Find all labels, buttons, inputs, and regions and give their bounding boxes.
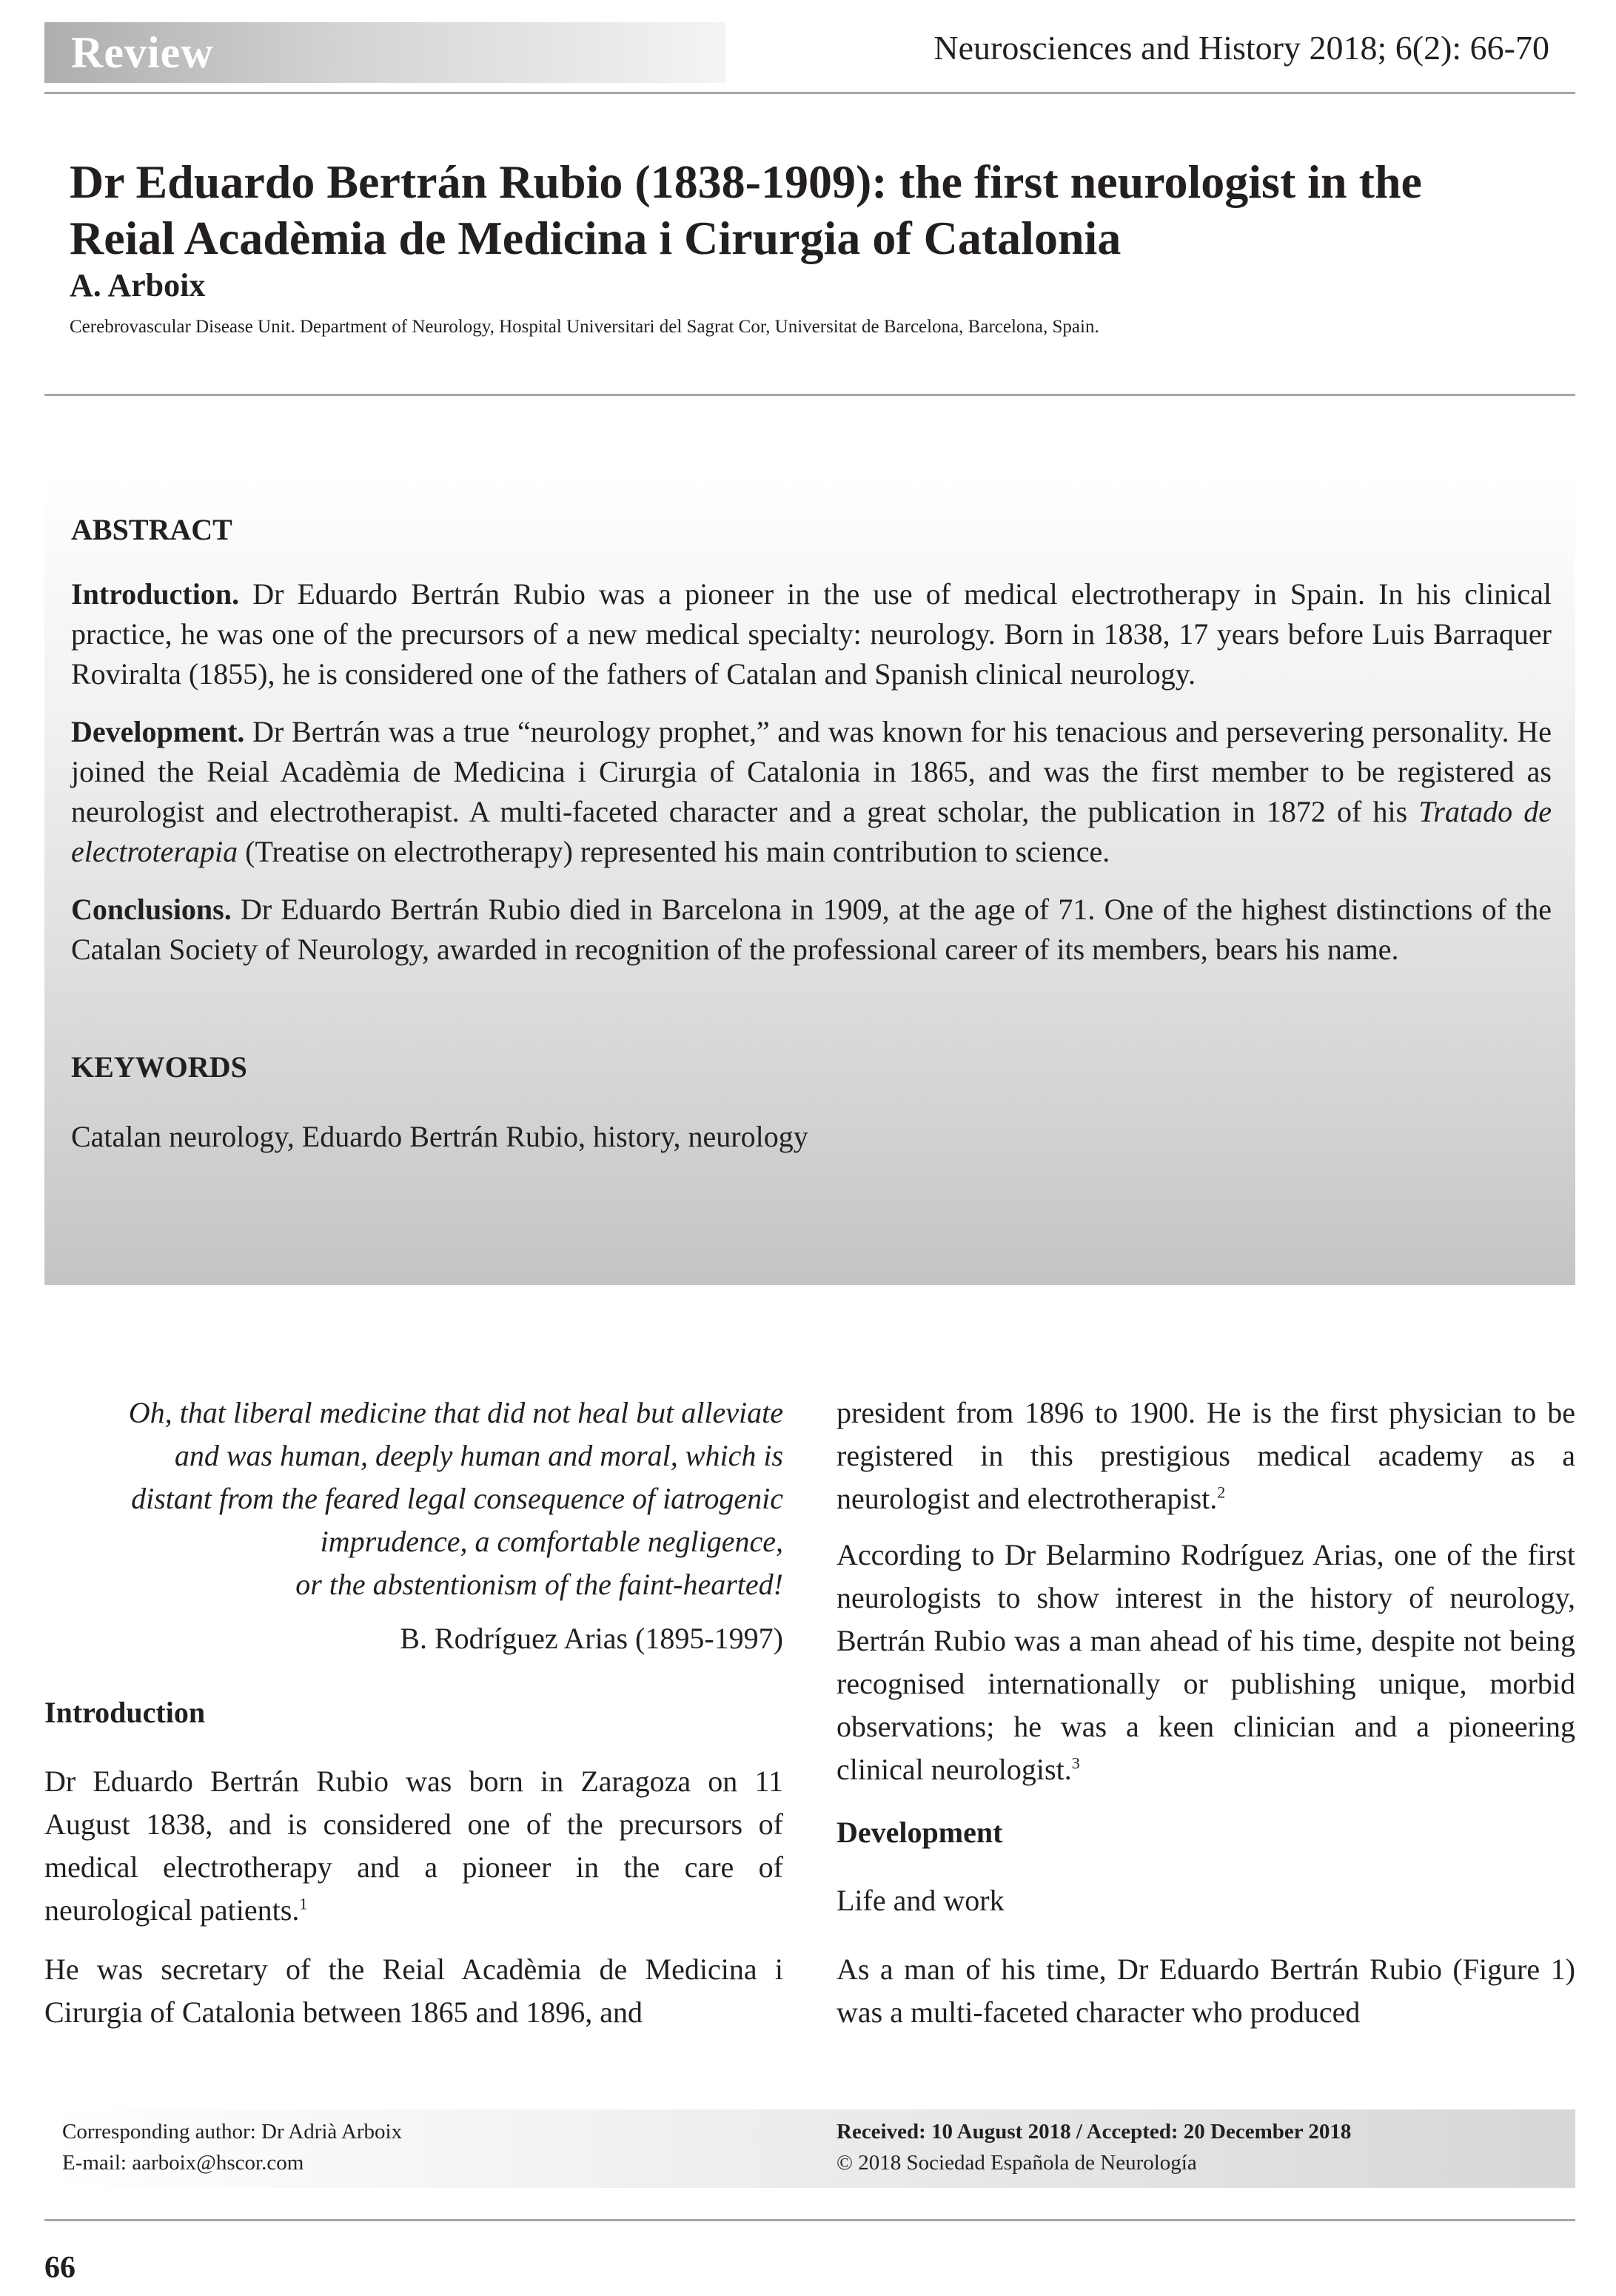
development-heading: Development bbox=[837, 1816, 1003, 1849]
section-tag bbox=[44, 22, 725, 83]
epigraph-line: imprudence, a comfortable negligence, bbox=[320, 1525, 783, 1558]
epigraph bbox=[44, 1392, 783, 1606]
section-label: Review bbox=[71, 27, 214, 77]
received-accepted-dates: Received: 10 August 2018 / Accepted: 20 December 2018 bbox=[837, 2120, 1352, 2144]
reference-marker: 3 bbox=[1071, 1753, 1080, 1773]
copyright-notice: © 2018 Sociedad Española de Neurología bbox=[837, 2151, 1197, 2175]
epigraph-line: or the abstentionism of the faint-hearted! bbox=[295, 1568, 783, 1601]
abstract-dev-text-2: (Treatise on electrotherapy) represented his main contribution to science. bbox=[245, 835, 1110, 868]
abstract-dev-label: Development. bbox=[71, 715, 245, 748]
abstract-dev-text-1: Dr Bertrán was a true “neurology prophet,” and was known for his tenacious and persevering personality. He joined the Reial Acadèmia de Medicina i Cirurgia of Catalonia in 1865, and was the first member to be registered as neurologist and electrotherapist. A multi-faceted character and a great scholar, the publication in 1872 of his bbox=[71, 715, 1552, 828]
page-number: 66 bbox=[44, 2251, 76, 2285]
life-and-work-heading: Life and work bbox=[837, 1884, 1005, 1917]
title-divider bbox=[44, 394, 1575, 396]
abstract-intro-text: Dr Eduardo Bertrán Rubio was a pioneer in the use of medical electrotherapy in Spain. In his clinical practice, he was one of the precursors of a new medical specialty: neurology. Born in 1838, 17 years before Luis Barraquer Roviralta (1855), he is considered one of the fathers of Catalan and Spanish clinical neurology. bbox=[71, 577, 1552, 691]
epigraph-author: B. Rodríguez Arias (1895-1997) bbox=[400, 1622, 783, 1655]
epigraph-line: Oh, that liberal medicine that did not heal but alleviate bbox=[128, 1396, 783, 1429]
abstract-intro-label: Introduction. bbox=[71, 577, 240, 611]
keywords-heading: KEYWORDS bbox=[71, 1050, 247, 1084]
footer-divider bbox=[44, 2219, 1575, 2221]
abstract-heading: ABSTRACT bbox=[71, 513, 232, 546]
abstract-dev-book-title: Tratado de electroterapia bbox=[71, 795, 1552, 868]
author-email: E-mail: aarboix@hscor.com bbox=[62, 2151, 304, 2175]
introduction-paragraph-2: He was secretary of the Reial Acadèmia de Medicina i Cirurgia of Catalonia between 1865 and 1896, and bbox=[44, 1953, 783, 2029]
right-paragraph-3: As a man of his time, Dr Eduardo Bertrán Rubio (Figure 1) was a multi-faceted character who produced bbox=[837, 1953, 1575, 2029]
right-p2-text: According to Dr Belarmino Rodríguez Arias, one of the first neurologists to show interest in the history of neurology, Bertrán Rubio was a man ahead of his time, despite not being recognised internationally or publishing unique, morbid observations; he was a keen clinician and a pioneering clinical neurologist. bbox=[837, 1538, 1575, 1786]
title-line-2: Reial Acadèmia de Medicina i Cirurgia of Catalonia bbox=[70, 212, 1122, 264]
reference-marker: 2 bbox=[1217, 1483, 1226, 1502]
journal-reference: Neurosciences and History 2018; 6(2): 66-70 bbox=[933, 29, 1549, 67]
epigraph-line: and was human, deeply human and moral, which is bbox=[174, 1439, 783, 1472]
abstract-development bbox=[71, 712, 1552, 872]
abstract-introduction bbox=[71, 574, 1552, 694]
keywords-list: Catalan neurology, Eduardo Bertrán Rubio, history, neurology bbox=[71, 1120, 808, 1153]
header-divider bbox=[44, 92, 1575, 94]
corresponding-author: Corresponding author: Dr Adrià Arboix bbox=[62, 2120, 403, 2144]
reference-marker: 1 bbox=[299, 1894, 308, 1913]
author-name: A. Arboix bbox=[70, 267, 206, 303]
footer-info-box bbox=[44, 2109, 1575, 2188]
abstract-concl-label: Conclusions. bbox=[71, 893, 232, 926]
right-paragraph-2 bbox=[837, 1534, 1575, 1791]
right-p1-text: president from 1896 to 1900. He is the first physician to be registered in this prestigious medical academy as a neurologist and electrotherapist. bbox=[837, 1396, 1575, 1515]
right-paragraph-1 bbox=[837, 1392, 1575, 1520]
abstract-box bbox=[44, 477, 1575, 1285]
introduction-heading: Introduction bbox=[44, 1696, 206, 1729]
abstract-concl-text: Dr Eduardo Bertrán Rubio died in Barcelona in 1909, at the age of 71. One of the highest distinctions of the Catalan Society of Neurology, awarded in recognition of the professional career of its members, bears his name. bbox=[71, 893, 1552, 966]
article-title bbox=[70, 154, 1580, 266]
epigraph-line: distant from the feared legal consequence of iatrogenic bbox=[131, 1482, 783, 1515]
author-affiliation: Cerebrovascular Disease Unit. Department of Neurology, Hospital Universitari del Sagrat Cor, Universitat de Barcelona, Barcelona, Spain. bbox=[70, 317, 1099, 337]
introduction-paragraph-1 bbox=[44, 1760, 783, 1932]
title-line-1: Dr Eduardo Bertrán Rubio (1838-1909): the first neurologist in the bbox=[70, 155, 1422, 208]
abstract-conclusions bbox=[71, 890, 1552, 970]
intro-p1-text: Dr Eduardo Bertrán Rubio was born in Zaragoza on 11 August 1838, and is considered one of the precursors of medical electrotherapy and a pioneer in the care of neurological patients. bbox=[44, 1765, 783, 1927]
